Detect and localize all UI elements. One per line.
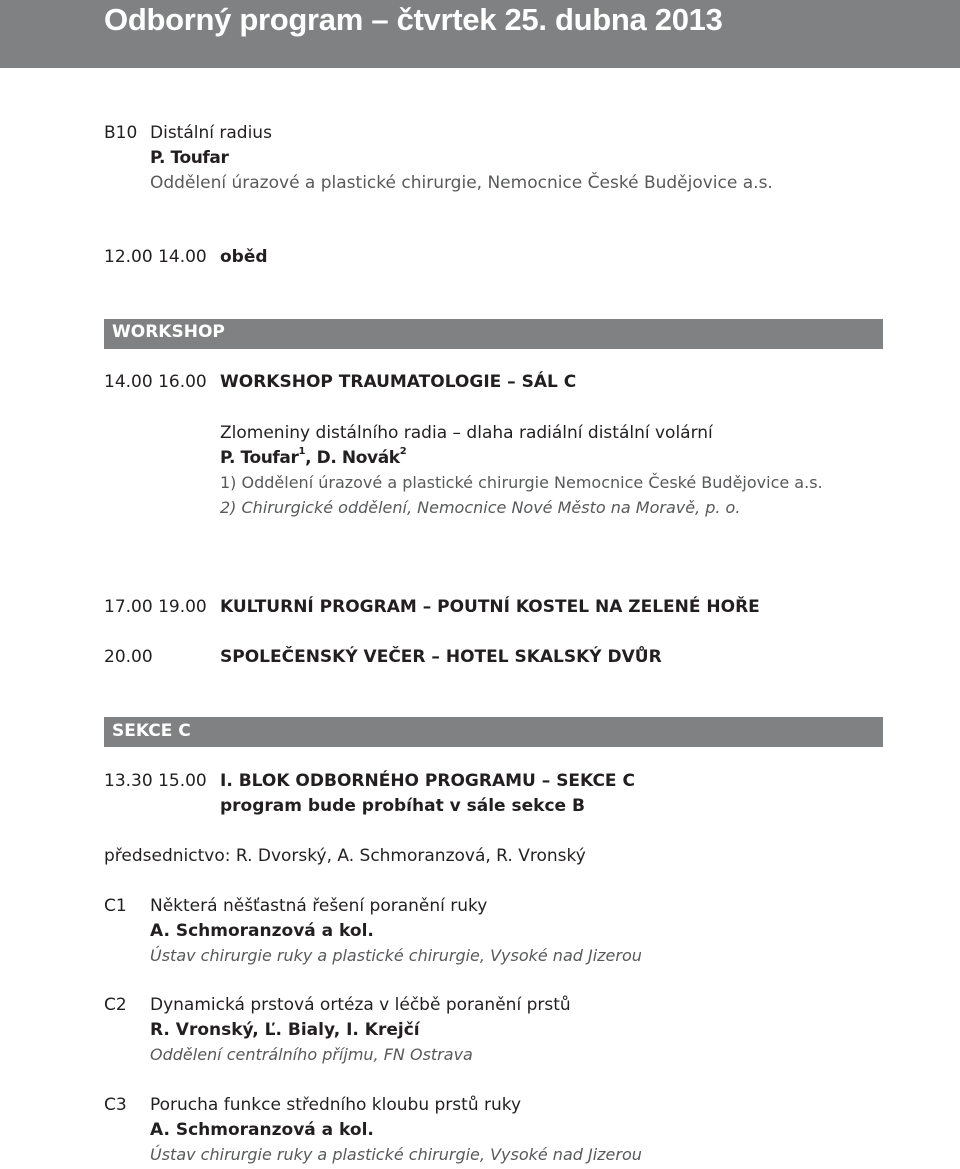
talk-title-c2: Dynamická prstová ortéza v léčbě poranění prstů — [150, 995, 571, 1015]
talk-title-c1: Některá něšťastná řešení poranění ruky — [150, 896, 488, 916]
evening-title: SPOLEČENSKÝ VEČER – HOTEL SKALSKÝ DVŮR — [220, 647, 662, 667]
talk-affiliation-c2: Oddělení centrálního příjmu, FN Ostrava — [150, 1045, 473, 1064]
talk-authors-c1: A. Schmoranzová a kol. — [150, 921, 374, 941]
section-label-workshop: WORKSHOP — [112, 322, 225, 342]
talk-author-b10: P. Toufar — [150, 148, 229, 168]
cultural-time: 17.00 19.00 — [104, 597, 207, 617]
workshop-author-2-sup: 2 — [399, 446, 407, 457]
talk-affiliation-c3: Ústav chirurgie ruky a plastické chirurgie, Vysoké nad Jizerou — [150, 1145, 642, 1164]
workshop-author-2: D. Novák — [316, 448, 400, 468]
workshop-title: WORKSHOP TRAUMATOLOGIE – SÁL C — [220, 372, 577, 392]
workshop-authors — [220, 448, 406, 468]
workshop-affiliation-2: 2) Chirurgické oddělení, Nemocnice Nové Město na Moravě, p. o. — [220, 498, 741, 517]
workshop-author-1-sup: 1 — [298, 446, 306, 457]
workshop-affiliation-1: 1) Oddělení úrazové a plastické chirurgie Nemocnice České Budějovice a.s. — [220, 473, 823, 492]
talk-affiliation-c1: Ústav chirurgie ruky a plastické chirurgie, Vysoké nad Jizerou — [150, 946, 642, 965]
cultural-title: KULTURNÍ PROGRAM – POUTNÍ KOSTEL NA ZELENÉ HOŘE — [220, 597, 760, 617]
talk-code-b10: B10 — [104, 123, 138, 143]
blok-time: 13.30 15.00 — [104, 771, 207, 791]
talk-title-b10: Distální radius — [150, 123, 272, 143]
blok-title: I. BLOK ODBORNÉHO PROGRAMU – SEKCE C — [220, 771, 635, 791]
section-label-sekce-c: SEKCE C — [112, 721, 191, 741]
talk-title-c3: Porucha funkce středního kloubu prstů ruky — [150, 1095, 522, 1115]
chairs-text: předsednictvo: R. Dvorský, A. Schmoranzová, R. Vronský — [104, 846, 586, 866]
workshop-time: 14.00 16.00 — [104, 372, 207, 392]
workshop-author-1: P. Toufar — [220, 448, 299, 468]
workshop-subtitle: Zlomeniny distálního radia – dlaha radiální distální volární — [220, 423, 713, 443]
page-title: Odborný program – čtvrtek 25. dubna 2013 — [104, 2, 723, 37]
talk-affiliation-b10: Oddělení úrazové a plastické chirurgie, Nemocnice České Budějovice a.s. — [150, 173, 773, 193]
talk-authors-c2: R. Vronský, Ľ. Bialy, I. Krejčí — [150, 1020, 420, 1040]
evening-time: 20.00 — [104, 647, 153, 667]
talk-code-c3: C3 — [104, 1095, 127, 1115]
lunch-label: oběd — [220, 247, 268, 267]
talk-code-c2: C2 — [104, 995, 127, 1015]
talk-authors-c3: A. Schmoranzová a kol. — [150, 1120, 374, 1140]
lunch-time: 12.00 14.00 — [104, 247, 207, 267]
talk-code-c1: C1 — [104, 896, 127, 916]
section-bar-sekce-c — [104, 717, 883, 747]
blok-note: program bude probíhat v sále sekce B — [220, 796, 585, 816]
workshop-author-sep: , — [305, 448, 317, 468]
